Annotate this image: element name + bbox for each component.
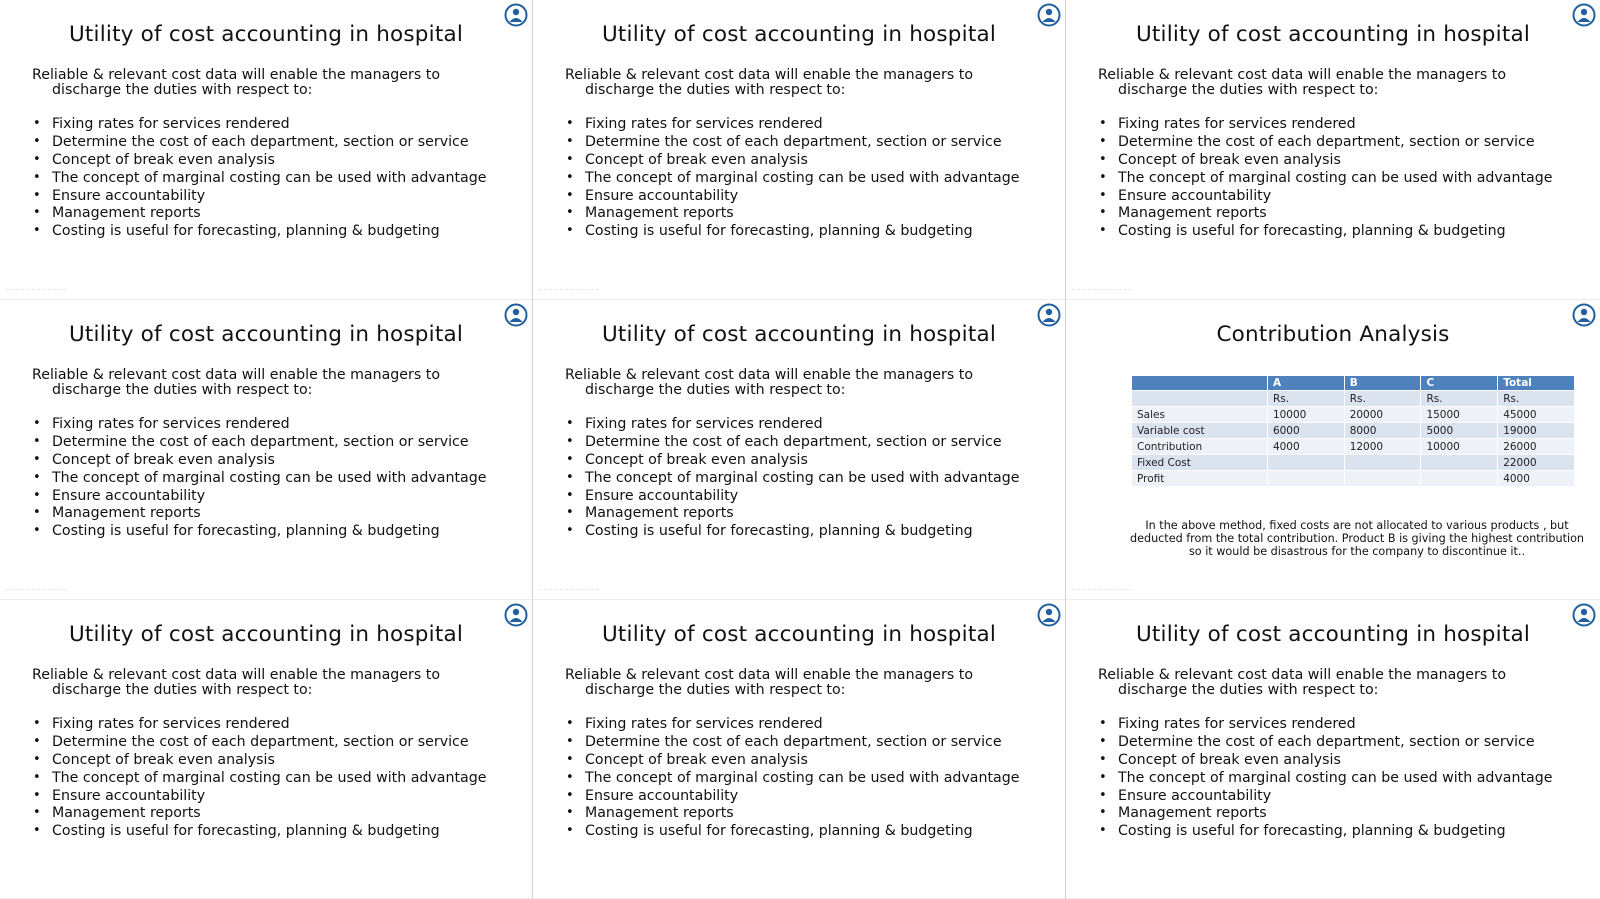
- bullet-item: • The concept of marginal costing can be used with advantage: [1098, 171, 1578, 185]
- table-cell: Variable cost: [1132, 423, 1268, 439]
- table-cell: [1344, 471, 1421, 487]
- slide-intro: Reliable & relevant cost data will enable the managers to discharge the duties with respect to:: [1098, 67, 1507, 98]
- slide-footer-line: [539, 289, 599, 291]
- table-header-cell: Total: [1498, 376, 1575, 391]
- slide-footer-line: [1072, 289, 1132, 291]
- table-cell: 8000: [1344, 423, 1421, 439]
- bullet-item: • Management reports: [32, 806, 512, 820]
- bullet-item: • Ensure accountability: [565, 189, 1045, 203]
- table-cell: 4000: [1498, 471, 1575, 487]
- bullet-item: • The concept of marginal costing can be used with advantage: [32, 771, 512, 785]
- slide-title: Utility of cost accounting in hospital: [1135, 622, 1531, 647]
- slide-thumbnail-5[interactable]: [533, 300, 1066, 600]
- slide-thumbnail-3[interactable]: [1066, 0, 1600, 300]
- slide-title: Contribution Analysis: [1216, 322, 1450, 347]
- table-row: [1132, 455, 1575, 471]
- bullet-list: [565, 117, 1045, 242]
- table-cell: 22000: [1498, 455, 1575, 471]
- bullet-item: • Determine the cost of each department, section or service: [32, 435, 512, 449]
- bullet-item: • Management reports: [565, 206, 1045, 220]
- slide-intro: Reliable & relevant cost data will enable the managers to discharge the duties with respect to:: [32, 67, 441, 98]
- slide-intro: Reliable & relevant cost data will enable the managers to discharge the duties with respect to:: [565, 667, 974, 698]
- contribution-note: In the above method, fixed costs are not allocated to various products , but deducted from the total contribution. Product B is giving the highest contribution so it would be disastrous for the company to discontinue it..: [1129, 519, 1585, 558]
- bullet-item: • Ensure accountability: [565, 489, 1045, 503]
- table-cell: 10000: [1267, 407, 1344, 423]
- bullet-item: • The concept of marginal costing can be used with advantage: [32, 171, 512, 185]
- bullet-item: • Fixing rates for services rendered: [565, 117, 1045, 131]
- bullet-item: • Costing is useful for forecasting, planning & budgeting: [1098, 224, 1578, 238]
- table-cell: 26000: [1498, 439, 1575, 455]
- table-cell: Rs.: [1344, 391, 1421, 407]
- bullet-item: • Concept of break even analysis: [1098, 753, 1578, 767]
- table-cell: [1344, 455, 1421, 471]
- bullet-item: • The concept of marginal costing can be used with advantage: [565, 171, 1045, 185]
- table-row: [1132, 471, 1575, 487]
- bullet-item: • Determine the cost of each department, section or service: [32, 135, 512, 149]
- table-row: [1132, 391, 1575, 407]
- contribution-table: [1131, 375, 1575, 487]
- bullet-item: • Fixing rates for services rendered: [32, 117, 512, 131]
- bullet-item: • Concept of break even analysis: [32, 153, 512, 167]
- slide-title: Utility of cost accounting in hospital: [68, 22, 464, 47]
- bullet-item: • Determine the cost of each department, section or service: [565, 735, 1045, 749]
- slide-footer-line: [1072, 589, 1132, 591]
- table-cell: 19000: [1498, 423, 1575, 439]
- bullet-item: • Concept of break even analysis: [565, 753, 1045, 767]
- slide-thumbnail-7[interactable]: [0, 600, 533, 899]
- bullet-list: [1098, 717, 1578, 842]
- table-cell: 45000: [1498, 407, 1575, 423]
- bullet-item: • The concept of marginal costing can be used with advantage: [565, 471, 1045, 485]
- table-cell: [1421, 455, 1498, 471]
- bullet-item: • Fixing rates for services rendered: [1098, 717, 1578, 731]
- table-cell: 6000: [1267, 423, 1344, 439]
- table-header-row: [1132, 376, 1575, 391]
- bullet-item: • Fixing rates for services rendered: [565, 717, 1045, 731]
- bullet-list: [1098, 117, 1578, 242]
- slide-thumbnail-8[interactable]: [533, 600, 1066, 899]
- slide-title: Utility of cost accounting in hospital: [68, 322, 464, 347]
- bullet-item: • Management reports: [32, 506, 512, 520]
- table-row: [1132, 423, 1575, 439]
- slide-intro: Reliable & relevant cost data will enable the managers to discharge the duties with respect to:: [565, 67, 974, 98]
- bullet-item: • Concept of break even analysis: [565, 453, 1045, 467]
- bullet-item: • Management reports: [1098, 806, 1578, 820]
- bullet-item: • Ensure accountability: [1098, 789, 1578, 803]
- bullet-item: • Costing is useful for forecasting, planning & budgeting: [32, 524, 512, 538]
- slide-footer-line: [6, 289, 66, 291]
- slide-intro: Reliable & relevant cost data will enable the managers to discharge the duties with respect to:: [1098, 667, 1507, 698]
- table-cell: [1132, 391, 1268, 407]
- table-header-cell: A: [1267, 376, 1344, 391]
- bullet-list: [32, 417, 512, 542]
- bullet-item: • Ensure accountability: [32, 789, 512, 803]
- bullet-item: • Ensure accountability: [32, 189, 512, 203]
- slide-thumbnail-1[interactable]: [0, 0, 533, 300]
- slide-thumbnail-4[interactable]: [0, 300, 533, 600]
- bullet-item: • Management reports: [1098, 206, 1578, 220]
- bullet-item: • Costing is useful for forecasting, planning & budgeting: [32, 224, 512, 238]
- bullet-item: • Determine the cost of each department, section or service: [565, 435, 1045, 449]
- table-cell: 15000: [1421, 407, 1498, 423]
- slide-thumbnail-2[interactable]: [533, 0, 1066, 300]
- bullet-item: • Management reports: [32, 206, 512, 220]
- table-header-cell: [1132, 376, 1268, 391]
- bullet-item: • Determine the cost of each department, section or service: [565, 135, 1045, 149]
- table-cell: [1267, 471, 1344, 487]
- table-cell: Profit: [1132, 471, 1268, 487]
- slide-intro: Reliable & relevant cost data will enable the managers to discharge the duties with respect to:: [565, 367, 974, 398]
- bullet-item: • Costing is useful for forecasting, planning & budgeting: [32, 824, 512, 838]
- table-cell: 4000: [1267, 439, 1344, 455]
- bullet-item: • Costing is useful for forecasting, planning & budgeting: [565, 824, 1045, 838]
- bullet-list: [32, 117, 512, 242]
- bullet-list: [32, 717, 512, 842]
- slide-title: Utility of cost accounting in hospital: [601, 22, 997, 47]
- bullet-item: • Ensure accountability: [1098, 189, 1578, 203]
- table-cell: 10000: [1421, 439, 1498, 455]
- bullet-item: • Fixing rates for services rendered: [32, 417, 512, 431]
- table-row: [1132, 439, 1575, 455]
- bullet-item: • Fixing rates for services rendered: [565, 417, 1045, 431]
- table-header-cell: B: [1344, 376, 1421, 391]
- table-cell: Rs.: [1267, 391, 1344, 407]
- bullet-item: • Concept of break even analysis: [1098, 153, 1578, 167]
- table-cell: 20000: [1344, 407, 1421, 423]
- bullet-item: • Management reports: [565, 806, 1045, 820]
- bullet-item: • The concept of marginal costing can be used with advantage: [32, 471, 512, 485]
- slide-footer-line: [539, 589, 599, 591]
- bullet-item: • Costing is useful for forecasting, planning & budgeting: [1098, 824, 1578, 838]
- table-cell: Fixed Cost: [1132, 455, 1268, 471]
- bullet-item: • Concept of break even analysis: [32, 753, 512, 767]
- table-cell: Rs.: [1498, 391, 1575, 407]
- bullet-item: • Fixing rates for services rendered: [32, 717, 512, 731]
- bullet-item: • The concept of marginal costing can be used with advantage: [1098, 771, 1578, 785]
- slide-title: Utility of cost accounting in hospital: [601, 322, 997, 347]
- slide-title: Utility of cost accounting in hospital: [68, 622, 464, 647]
- bullet-item: • Concept of break even analysis: [32, 453, 512, 467]
- slide-intro: Reliable & relevant cost data will enable the managers to discharge the duties with respect to:: [32, 367, 441, 398]
- bullet-item: • Costing is useful for forecasting, planning & budgeting: [565, 524, 1045, 538]
- bullet-item: • Determine the cost of each department, section or service: [1098, 735, 1578, 749]
- bullet-item: • Determine the cost of each department, section or service: [32, 735, 512, 749]
- table-cell: 5000: [1421, 423, 1498, 439]
- bullet-list: [565, 417, 1045, 542]
- slide-title: Utility of cost accounting in hospital: [1135, 22, 1531, 47]
- bullet-item: • Fixing rates for services rendered: [1098, 117, 1578, 131]
- bullet-item: • Costing is useful for forecasting, planning & budgeting: [565, 224, 1045, 238]
- table-row: [1132, 407, 1575, 423]
- slide-thumbnail-6[interactable]: [1066, 300, 1600, 600]
- bullet-item: • Ensure accountability: [565, 789, 1045, 803]
- table-cell: 12000: [1344, 439, 1421, 455]
- table-cell: Sales: [1132, 407, 1268, 423]
- table-cell: [1421, 471, 1498, 487]
- slide-intro: Reliable & relevant cost data will enable the managers to discharge the duties with respect to:: [32, 667, 441, 698]
- bullet-item: • Ensure accountability: [32, 489, 512, 503]
- table-cell: Contribution: [1132, 439, 1268, 455]
- slide-title: Utility of cost accounting in hospital: [601, 622, 997, 647]
- slide-footer-line: [6, 589, 66, 591]
- bullet-item: • The concept of marginal costing can be used with advantage: [565, 771, 1045, 785]
- table-header-cell: C: [1421, 376, 1498, 391]
- bullet-item: • Concept of break even analysis: [565, 153, 1045, 167]
- table-cell: Rs.: [1421, 391, 1498, 407]
- bullet-item: • Determine the cost of each department, section or service: [1098, 135, 1578, 149]
- bullet-list: [565, 717, 1045, 842]
- table-cell: [1267, 455, 1344, 471]
- bullet-item: • Management reports: [565, 506, 1045, 520]
- slide-thumbnail-9[interactable]: [1066, 600, 1600, 899]
